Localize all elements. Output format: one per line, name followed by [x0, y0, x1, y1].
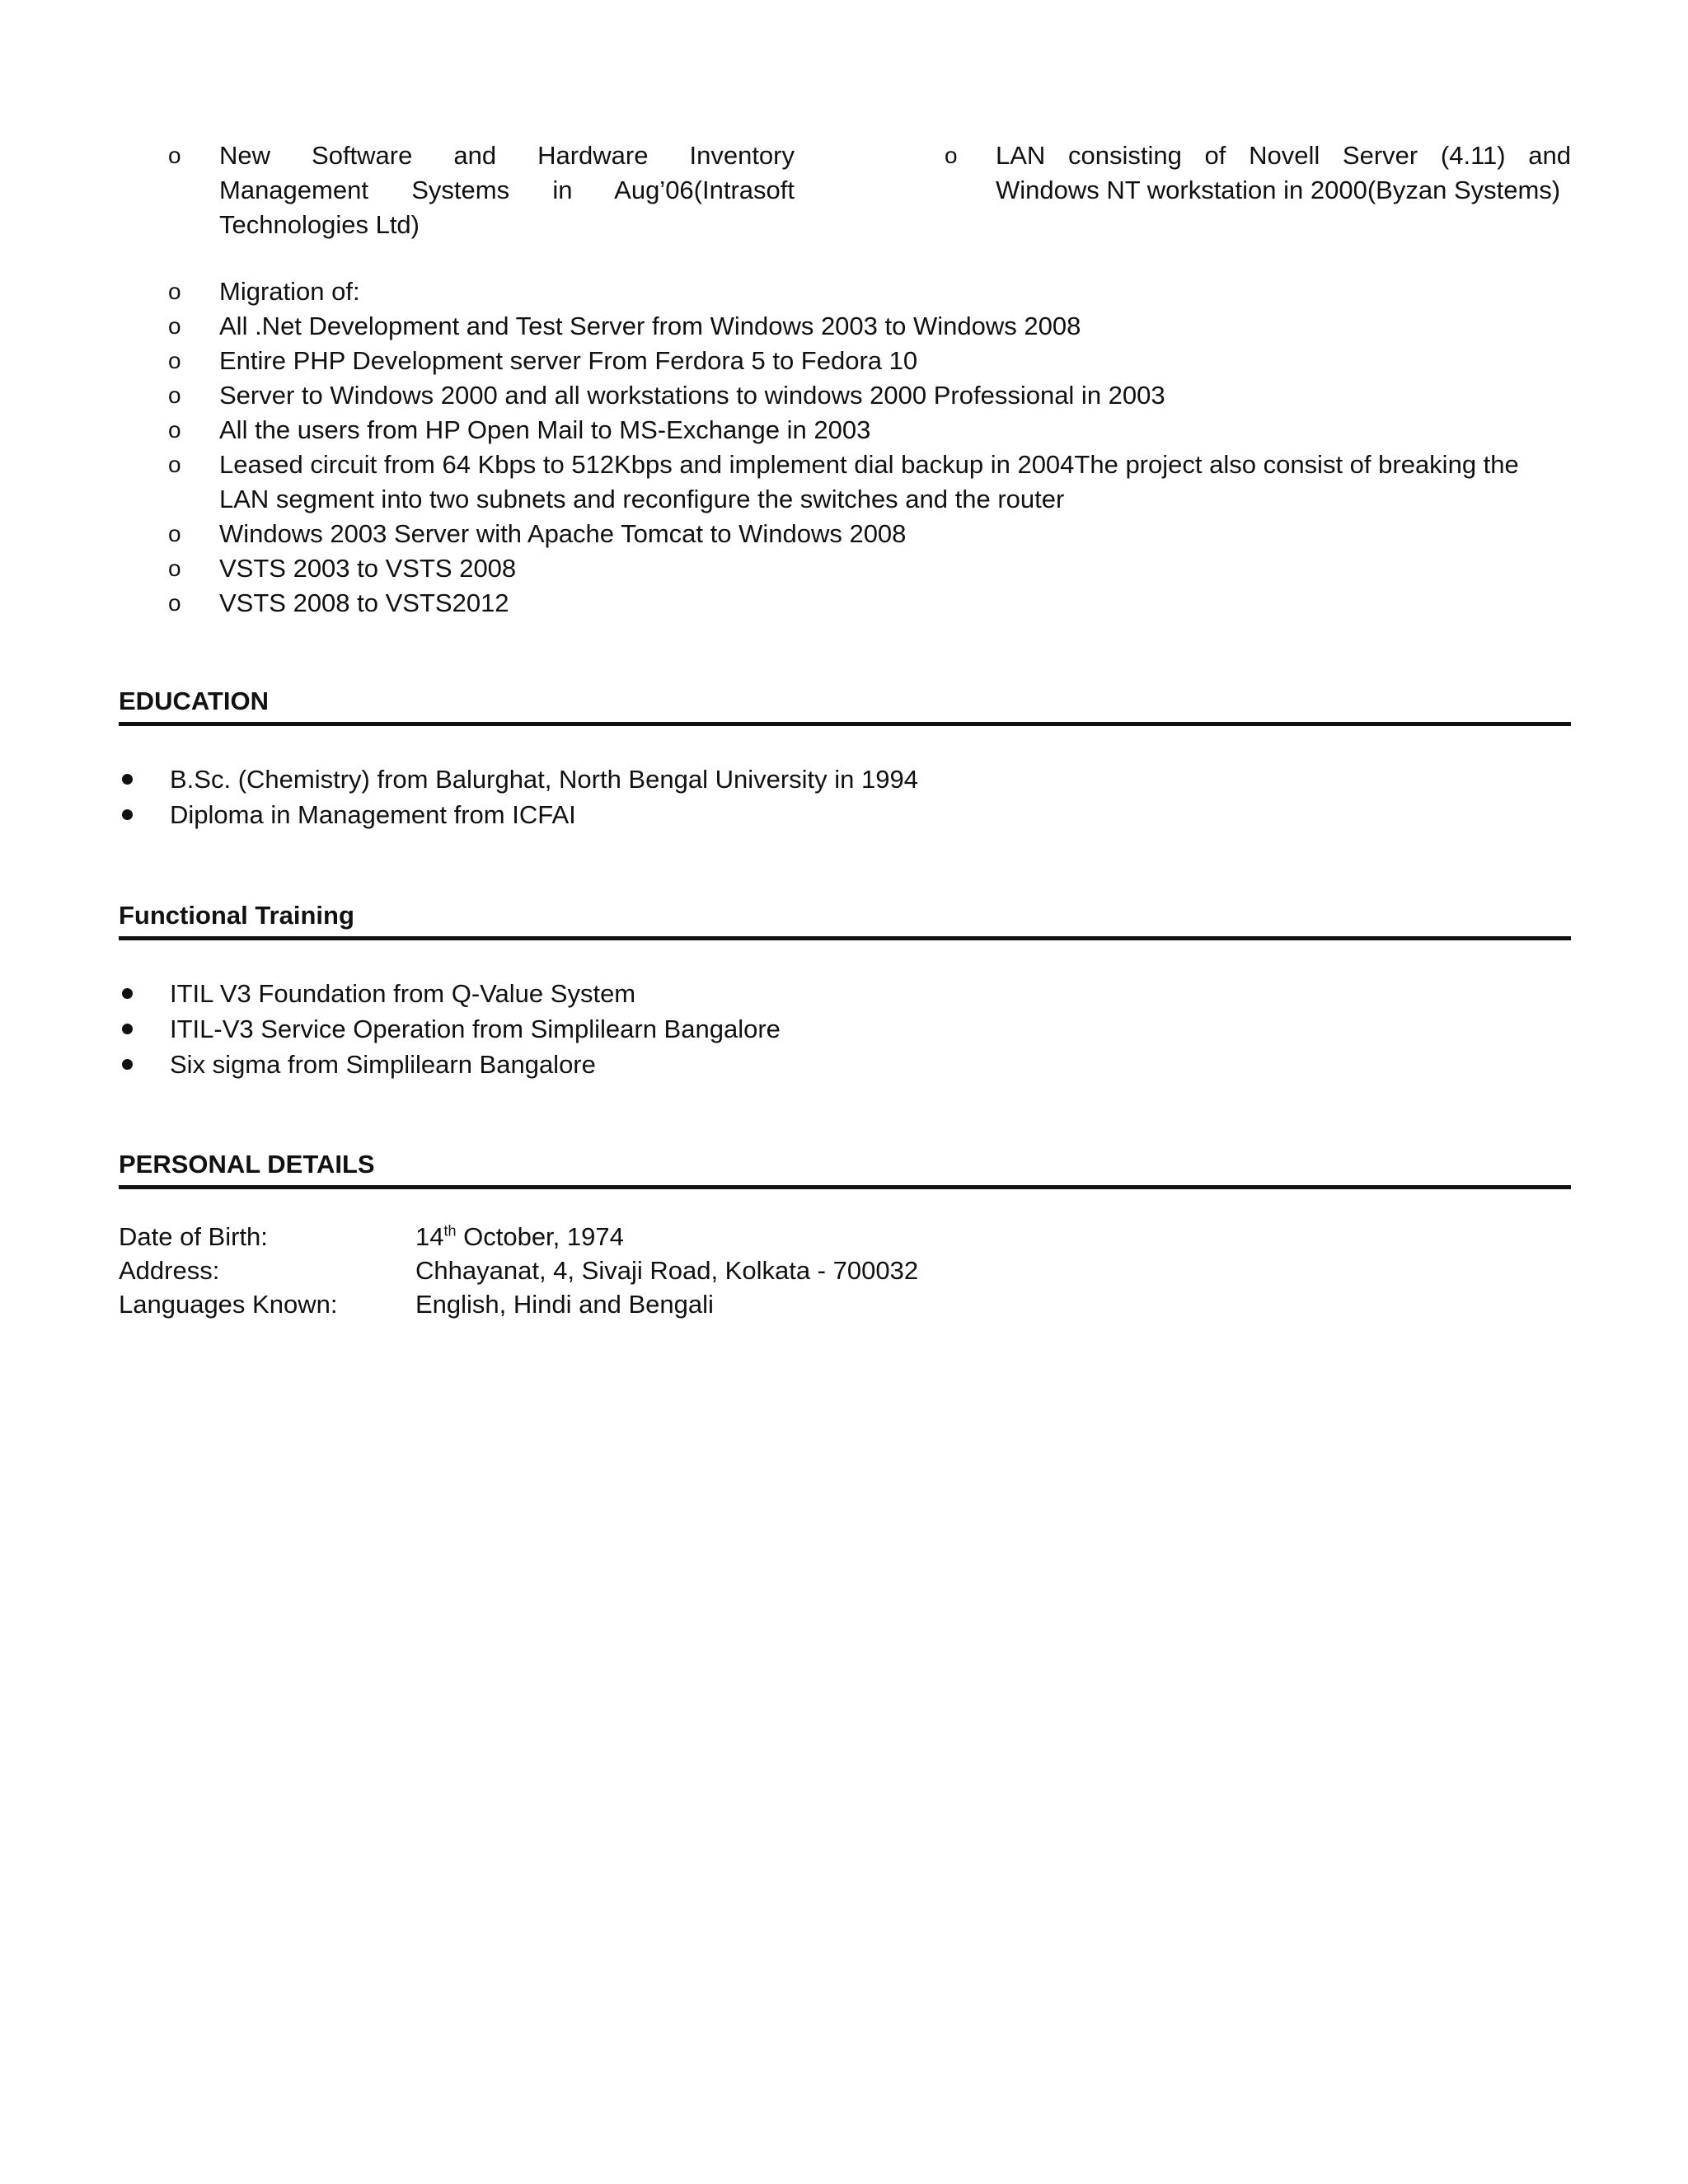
- list-item: o VSTS 2003 to VSTS 2008: [168, 551, 1569, 586]
- list-item: o VSTS 2008 to VSTS2012: [168, 586, 1569, 621]
- project-column-right: [945, 138, 1571, 208]
- hollow-bullet-icon: o: [168, 452, 181, 477]
- training-heading: Functional Training: [119, 898, 1571, 940]
- personal-details: [119, 1220, 1571, 1321]
- hollow-bullet-icon: o: [168, 417, 181, 443]
- list-item: Diploma in Management from ICFAI: [119, 797, 1571, 832]
- hollow-bullet-icon: o: [168, 143, 181, 168]
- bullet-dot-icon: [122, 1024, 133, 1034]
- detail-label: Languages Known:: [119, 1290, 338, 1319]
- detail-row-address: [119, 1254, 1571, 1287]
- project-text: New Software and Hardware Inventory Management Systems in Aug’06(Intrasoft Technologies Ltd): [219, 141, 795, 239]
- hollow-bullet-icon: o: [168, 555, 181, 581]
- list-item: o All .Net Development and Test Server from Windows 2003 to Windows 2008: [168, 309, 1569, 344]
- list-item: o All the users from HP Open Mail to MS-Exchange in 2003: [168, 413, 1569, 448]
- list-item: Six sigma from Simplilearn Bangalore: [119, 1047, 1571, 1082]
- bullet-dot-icon: [122, 1059, 133, 1070]
- migration-list: [168, 274, 1569, 621]
- hollow-bullet-icon: o: [945, 143, 958, 168]
- hollow-bullet-icon: o: [168, 590, 181, 616]
- hollow-bullet-icon: o: [168, 279, 181, 304]
- list-item: ITIL V3 Foundation from Q-Value System: [119, 976, 1571, 1011]
- list-item: ITIL-V3 Service Operation from Simplilearn Bangalore: [119, 1011, 1571, 1047]
- project-column-left: [168, 138, 795, 242]
- detail-value: English, Hindi and Bengali: [415, 1290, 714, 1319]
- detail-row-dob: [119, 1220, 1571, 1254]
- project-text: LAN consisting of Novell Server (4.11) and Windows NT workstation in 2000(Byzan Systems): [996, 141, 1571, 204]
- detail-row-languages: [119, 1287, 1571, 1321]
- hollow-bullet-icon: o: [168, 348, 181, 373]
- project-item-lan: [945, 138, 1571, 208]
- training-list: [119, 976, 1571, 1082]
- detail-label: Address:: [119, 1256, 220, 1285]
- list-item: o Leased circuit from 64 Kbps to 512Kbps and implement dial backup in 2004The project also consist of breaking the LAN segment into two subnets and reconfigure the switches and the router: [168, 448, 1569, 517]
- bullet-dot-icon: [122, 774, 133, 785]
- project-item-inventory: [168, 138, 795, 242]
- hollow-bullet-icon: o: [168, 313, 181, 339]
- bullet-dot-icon: [122, 809, 133, 820]
- list-item: B.Sc. (Chemistry) from Balurghat, North Bengal University in 1994: [119, 762, 1571, 797]
- detail-value: Chhayanat, 4, Sivaji Road, Kolkata - 700032: [415, 1256, 919, 1285]
- hollow-bullet-icon: o: [168, 382, 181, 408]
- list-item: o Entire PHP Development server From Ferdora 5 to Fedora 10: [168, 344, 1569, 378]
- list-item: o Windows 2003 Server with Apache Tomcat to Windows 2008: [168, 517, 1569, 551]
- education-heading: EDUCATION: [119, 684, 1571, 726]
- bullet-dot-icon: [122, 988, 133, 999]
- detail-label: Date of Birth:: [119, 1222, 268, 1251]
- detail-value: 14th October, 1974: [415, 1222, 624, 1251]
- list-item: o Server to Windows 2000 and all workstations to windows 2000 Professional in 2003: [168, 378, 1569, 413]
- education-list: [119, 762, 1571, 832]
- personal-heading: PERSONAL DETAILS: [119, 1147, 1571, 1189]
- list-item: o Migration of:: [168, 274, 1569, 309]
- hollow-bullet-icon: o: [168, 521, 181, 546]
